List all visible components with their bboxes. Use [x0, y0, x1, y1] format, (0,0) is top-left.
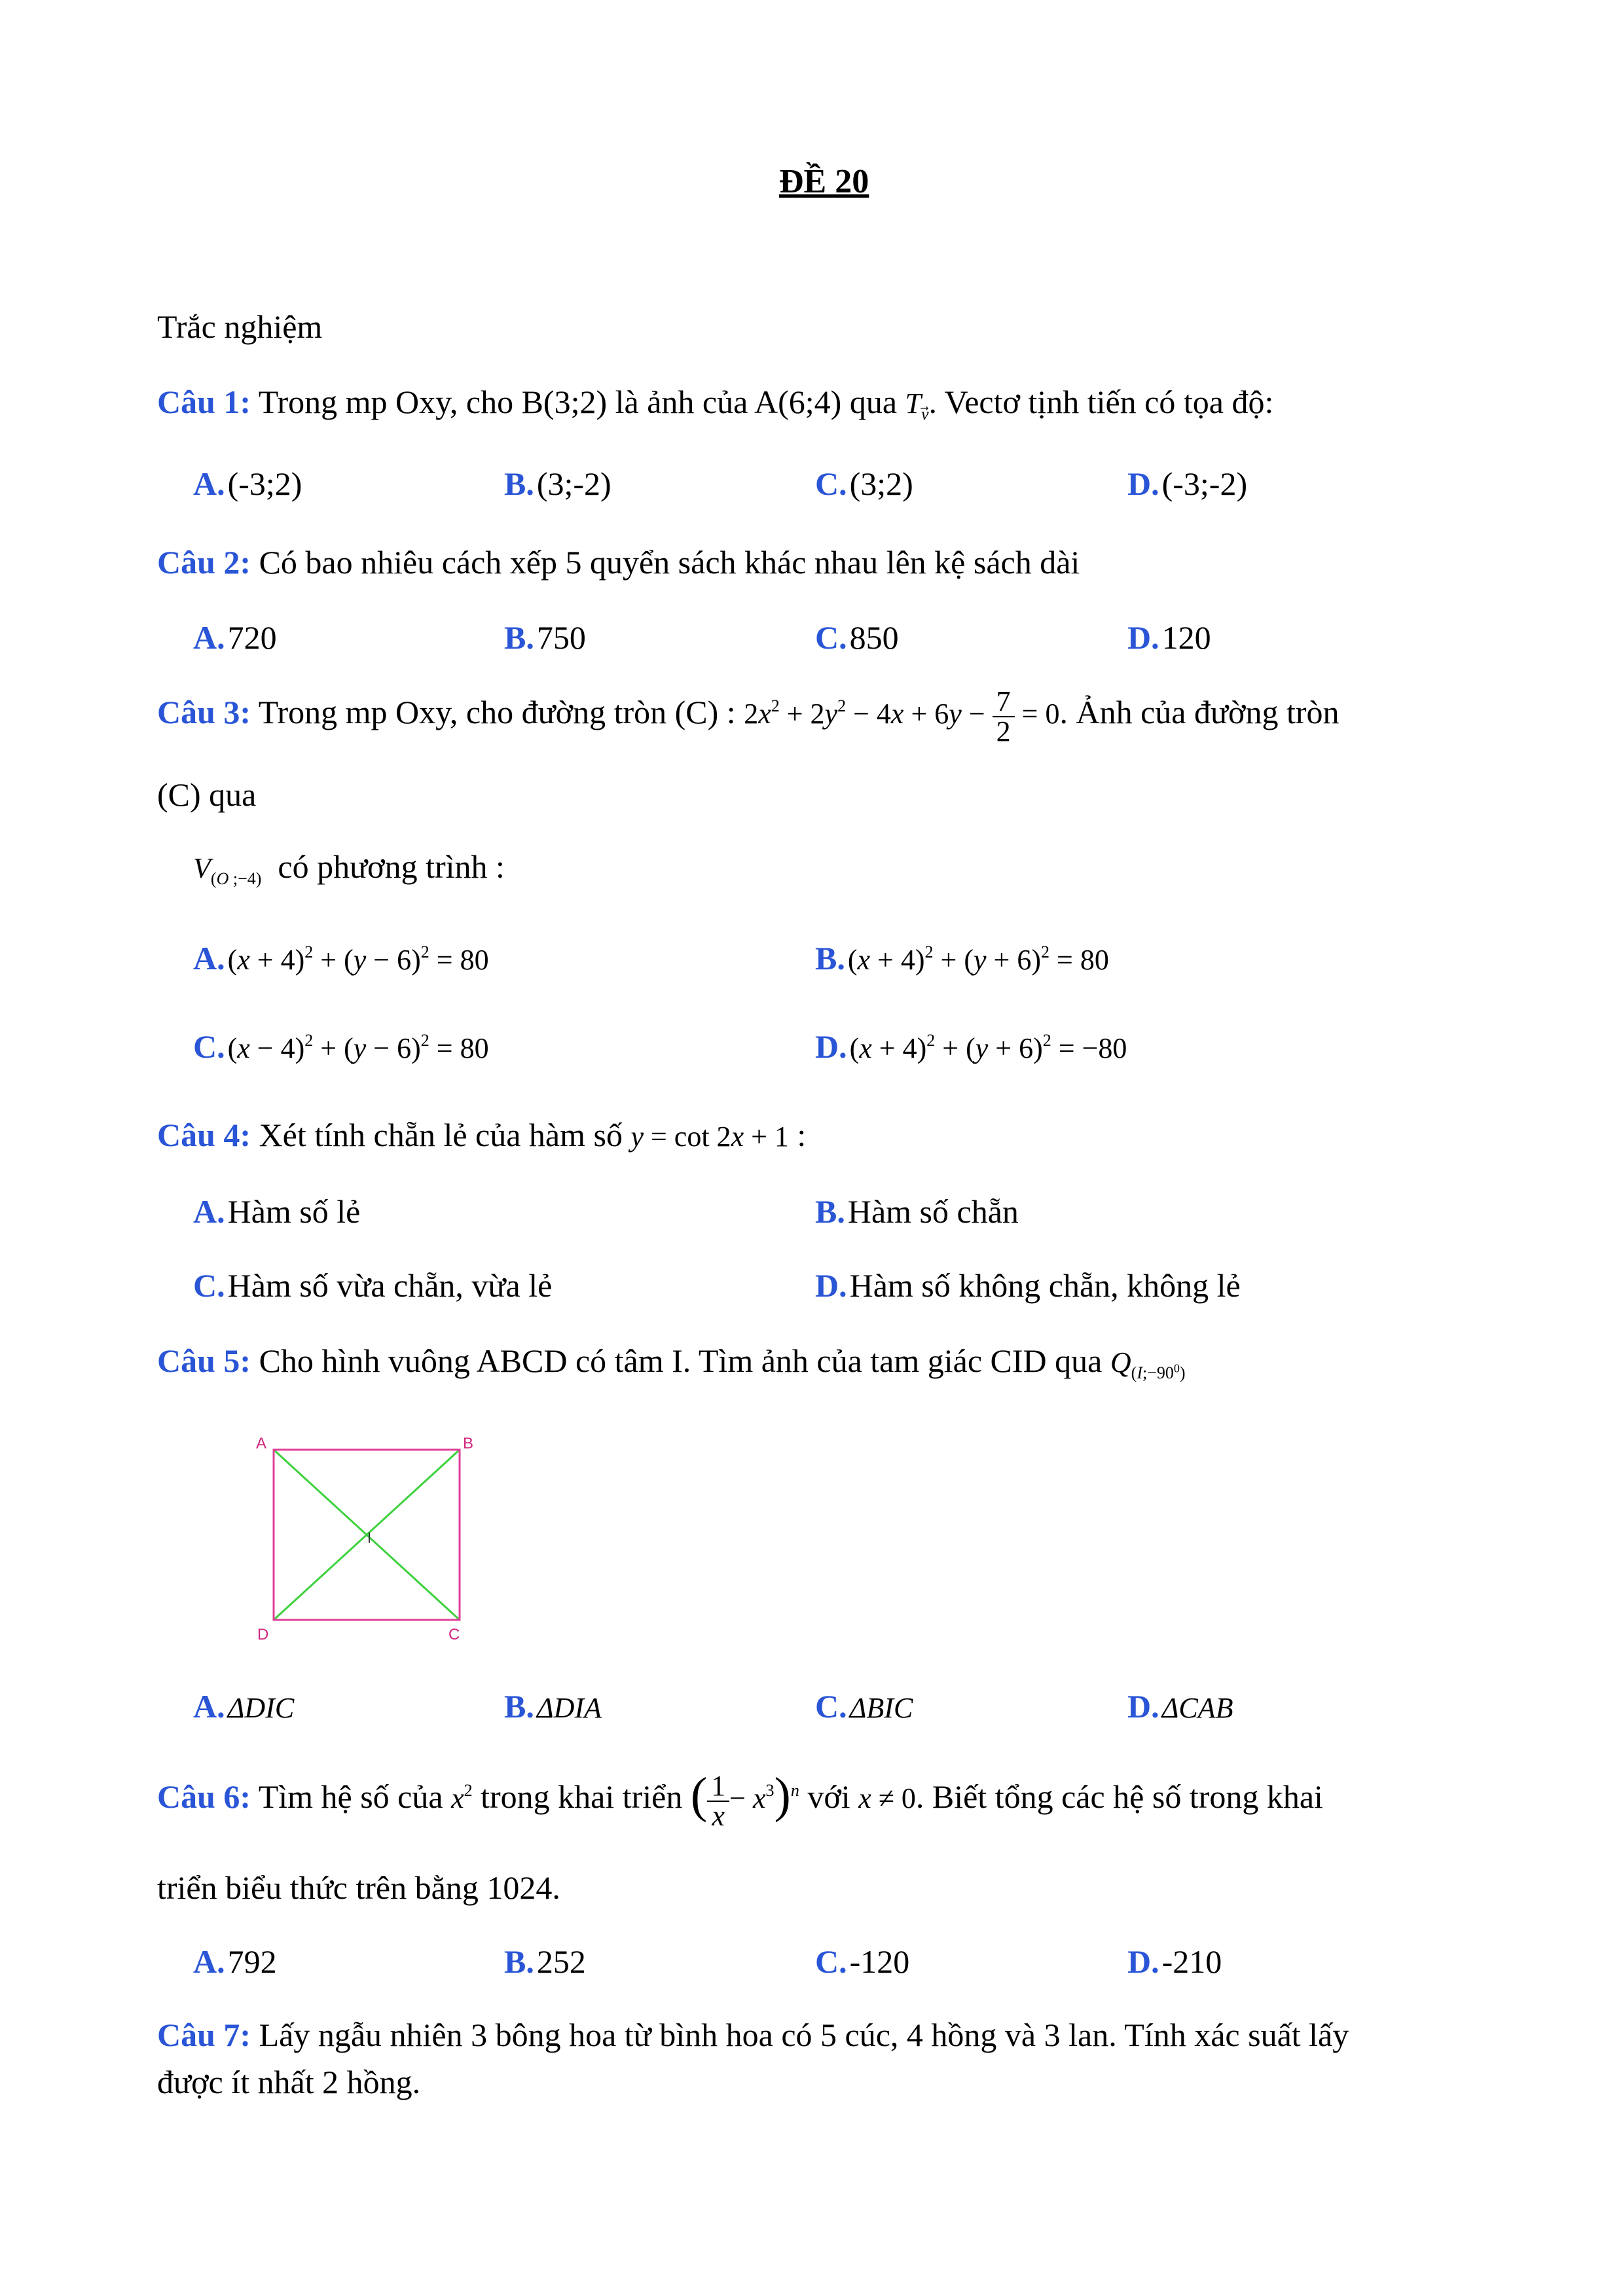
question-text: Lấy ngẫu nhiên 3 bông hoa từ bình hoa có 5 cúc, 4 hồng và 3 lan. Tính xác suất lấy	[259, 2017, 1349, 2053]
q2-option-c[interactable]: C. 850	[815, 619, 899, 656]
center-i: I	[367, 1530, 372, 1546]
translation-symbol: $T_v$	[905, 387, 929, 423]
function-formula: y = cot 2x + 1	[630, 1121, 789, 1153]
q6-option-d[interactable]: D. -210	[1127, 1943, 1222, 1980]
vertex-a: A	[256, 1435, 267, 1452]
question-text: . Biết tổng các hệ số trong khai	[915, 1778, 1323, 1815]
q2-option-a[interactable]: A. 720	[193, 619, 277, 656]
question-7-line2: được ít nhất 2 hồng.	[157, 2064, 421, 2100]
q4-option-b[interactable]: B. Hàm số chẵn	[815, 1193, 1019, 1230]
q4-option-a[interactable]: A. Hàm số lẻ	[193, 1193, 361, 1230]
q3-option-a[interactable]: A. $(x + 4)^2 + (y - 6)^2 = 80$	[193, 940, 489, 977]
q4-option-c[interactable]: C. Hàm số vừa chẵn, vừa lẻ	[193, 1267, 553, 1304]
question-2	[157, 543, 1080, 581]
question-label: Câu 2:	[157, 544, 251, 581]
rotation-symbol: $Q_{(I;-90^0)}$	[1110, 1346, 1186, 1382]
q5-option-c[interactable]: C. ΔBIC	[815, 1688, 913, 1725]
question-label: Câu 4:	[157, 1117, 251, 1153]
question-3-line2: (C) qua	[157, 776, 257, 813]
question-label: Câu 5:	[157, 1342, 251, 1379]
vertex-c: C	[448, 1626, 460, 1643]
q4-option-d[interactable]: D. Hàm số không chẵn, không lẻ	[815, 1267, 1241, 1304]
condition: x ≠ 0	[858, 1782, 916, 1814]
q1-option-a[interactable]: A. (-3;2)	[193, 465, 302, 502]
vertex-d: D	[257, 1626, 269, 1643]
question-7	[157, 2016, 1349, 2054]
question-label: Câu 7:	[157, 2017, 251, 2053]
q6-option-a[interactable]: A. 792	[193, 1943, 277, 1980]
question-text: Cho hình vuông ABCD có tâm I. Tìm ảnh của tam giác CID qua	[259, 1342, 1103, 1379]
question-text: Trong mp Oxy, cho đường tròn (C) :	[258, 694, 736, 731]
q1-option-d[interactable]: D. (-3;-2)	[1127, 465, 1248, 502]
question-text: . Ảnh của đường tròn	[1059, 694, 1340, 731]
q3-option-c[interactable]: C. $(x - 4)^2 + (y - 6)^2 = 80$	[193, 1028, 489, 1065]
homothety-symbol: $V_{(O ;-4)}$	[193, 852, 262, 888]
question-4: Câu 4: Xét tính chẵn lẻ của hàm số y = cot 2x + 1 :	[157, 1117, 807, 1153]
question-3	[157, 687, 1340, 746]
circle-equation: $2x^2 + 2y^2 - 4x + 6y$ − $\frac{7}{2}$ = 0	[744, 685, 1060, 747]
question-text: Xét tính chẵn lẻ của hàm số	[259, 1117, 623, 1153]
q6-option-c[interactable]: C. -120	[815, 1943, 910, 1980]
q2-option-b[interactable]: B. 750	[504, 619, 586, 656]
q2-option-d[interactable]: D. 120	[1127, 619, 1211, 656]
question-text: Tìm hệ số của	[258, 1778, 443, 1815]
question-text: Có bao nhiêu cách xếp 5 quyển sách khác nhau lên kệ sách dài	[259, 544, 1080, 581]
q5-option-a[interactable]: A. ΔDIC	[193, 1688, 295, 1725]
q1-option-c[interactable]: C. (3;2)	[815, 465, 913, 502]
section-heading: Trắc nghiệm	[157, 308, 323, 345]
power-term: $x^2$	[451, 1781, 473, 1814]
question-6-line2: triển biểu thức trên bằng 1024.	[157, 1869, 560, 1906]
question-3-line3: $V_{(O ;-4)}$ có phương trình :	[193, 848, 505, 888]
question-label: Câu 1:	[157, 384, 251, 420]
question-text: trong khai triển	[481, 1778, 683, 1815]
page-title: ĐỀ 20	[779, 163, 869, 200]
q5-option-d[interactable]: D. ΔCAB	[1127, 1688, 1233, 1725]
question-label: Câu 3:	[157, 694, 251, 731]
q5-option-b[interactable]: B. ΔDIA	[504, 1688, 602, 1725]
square-figure	[252, 1430, 481, 1646]
q1-option-b[interactable]: B. (3;-2)	[504, 465, 611, 502]
question-text: . Vectơ tịnh tiến có tọa độ:	[928, 384, 1274, 420]
question-5	[157, 1342, 1186, 1383]
q3-option-d[interactable]: D. $(x + 4)^2 + (y + 6)^2 = -80$	[815, 1028, 1127, 1065]
question-6	[157, 1767, 1323, 1831]
question-label: Câu 6:	[157, 1778, 251, 1815]
q3-option-b[interactable]: B. $(x + 4)^2 + (y + 6)^2 = 80$	[815, 940, 1109, 977]
vertex-b: B	[463, 1435, 474, 1452]
question-1	[157, 383, 1273, 424]
question-text: Trong mp Oxy, cho B(3;2) là ảnh của A(6;4) qua	[258, 384, 898, 420]
binomial-expression: ( $\frac{1}{x}$ − $x^3)^n$	[690, 1768, 799, 1832]
q6-option-b[interactable]: B. 252	[504, 1943, 586, 1980]
question-text: với	[807, 1778, 850, 1815]
